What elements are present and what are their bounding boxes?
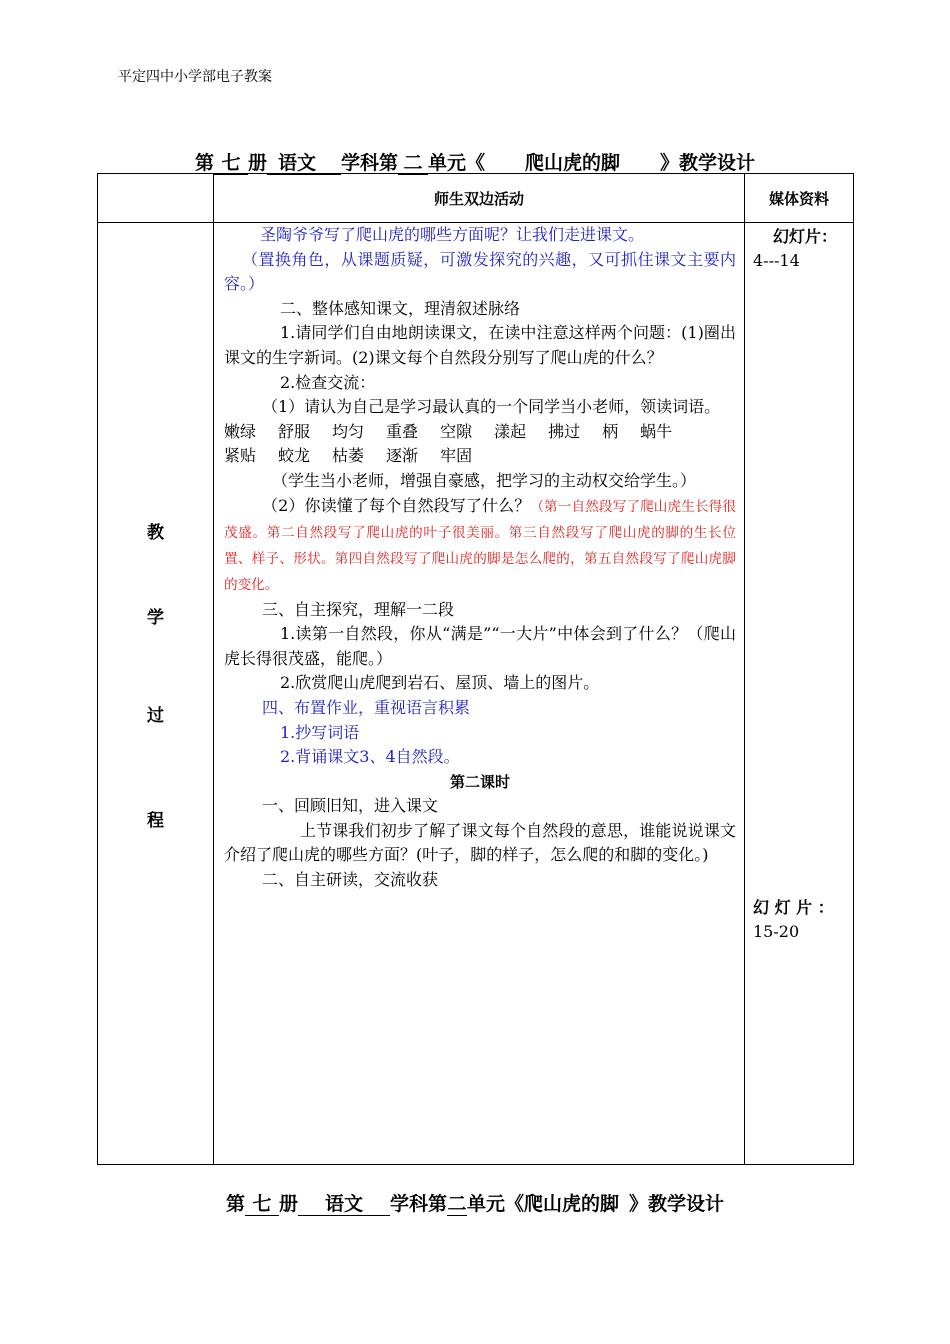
side-label-char: 学 xyxy=(147,608,164,628)
activity-content xyxy=(214,223,745,1165)
content-line: 2.背诵课文3、4自然段。 xyxy=(280,747,460,767)
section-heading: 第二课时 xyxy=(449,772,510,791)
content-line: 1.请同学们自由地朗读课文，在读中注意这样两个问题：(1)圈出课文的生字新词。(2)课文每个自然段分别写了爬山虎的什么？ xyxy=(224,323,736,367)
content-line: 1.抄写词语 xyxy=(280,722,360,742)
title-unit: 二 xyxy=(398,152,428,175)
content-line: 圣陶爷爷写了爬山虎的哪些方面呢？让我们走进课文。 xyxy=(260,225,645,244)
slides-label: 幻 灯 片 ： xyxy=(753,898,834,917)
title-text: 册 xyxy=(278,1193,298,1215)
content-line: （学生当小老师，增强自豪感，把学习的主动权交给学生。） xyxy=(272,470,697,490)
vocab-word: 漾起 xyxy=(494,421,527,441)
content-line: 二、自主研读，交流收获 xyxy=(262,870,439,890)
content-line: 二、整体感知课文，理清叙述脉络 xyxy=(280,298,521,318)
title-text: 》教学设计 xyxy=(660,152,756,174)
title-unit: 二 xyxy=(447,1193,467,1215)
title-volume: 七 xyxy=(245,1193,279,1216)
vocab-word: 均匀 xyxy=(332,421,365,441)
content-line xyxy=(224,494,736,598)
content-line: 四、布置作业，重视语言积累 xyxy=(262,697,471,717)
content-line: 一、回顾旧知，进入课文 xyxy=(262,796,439,816)
question-text: （2）你读懂了每个自然段写了什么？ xyxy=(262,495,531,515)
title-text: 册 xyxy=(247,152,267,174)
media-slides-1 xyxy=(753,225,847,273)
title-lesson: 爬山虎的脚 xyxy=(524,1193,620,1215)
vocab-word: 嫩绿 xyxy=(224,421,257,441)
title-text: 学科第 xyxy=(389,1193,447,1215)
side-header-cell xyxy=(98,174,214,223)
content-line: 1.读第一自然段，你从“满是”“一大片”中体会到了什么？（爬山虎长得很茂盛，能爬。） xyxy=(224,624,736,668)
slides-range: 15-20 xyxy=(753,922,800,941)
vocab-word: 牢固 xyxy=(440,446,473,466)
title-subject: 语文 xyxy=(298,1193,390,1216)
title-text: 第 xyxy=(225,1193,245,1215)
vocab-word: 蛟龙 xyxy=(278,446,311,466)
vocab-word: 柄 xyxy=(602,421,619,441)
answer-note: （第一自然段写了爬山虎生长得很茂盛。第二自然段写了爬山虎的叶子很美丽。第三自然段写了爬山虎的脚的生长位置、样子、形状。第四自然段写了爬山虎的脚是怎么爬的，第五自然段写了爬山虎脚的变化。 xyxy=(224,498,736,593)
lesson-table xyxy=(97,173,854,1165)
side-label-char: 过 xyxy=(147,706,164,726)
vocab-word: 舒服 xyxy=(278,421,311,441)
media-slides-2 xyxy=(753,896,847,944)
media-cell xyxy=(745,223,854,1165)
title-subject: 语文 xyxy=(267,152,327,175)
vocab-word: 紧贴 xyxy=(224,446,257,466)
content-line: 上节课我们初步了解了课文每个自然段的意思，谁能说说课文介绍了爬山虎的哪些方面？(叶子，脚的样子，怎么爬的和脚的变化。) xyxy=(224,820,736,865)
table-header-row xyxy=(98,174,854,223)
vocab-word: 枯萎 xyxy=(332,446,365,466)
vocab-word: 蜗牛 xyxy=(640,421,673,441)
vocab-word: 逐渐 xyxy=(386,446,419,466)
content-row xyxy=(98,223,854,1165)
vocab-word: 重叠 xyxy=(386,421,419,441)
slides-range: 4---14 xyxy=(753,251,800,270)
title-text: 》教学设计 xyxy=(629,1193,725,1215)
side-label-char: 教 xyxy=(147,523,164,543)
side-label-char: 程 xyxy=(147,811,164,831)
title-text: 单元《 xyxy=(467,1193,525,1215)
content-line: 2.欣赏爬山虎爬到岩石、屋顶、墙上的图片。 xyxy=(280,673,600,693)
activity-header: 师生双边活动 xyxy=(214,174,745,223)
content-line: 三、自主探究，理解一二段 xyxy=(262,599,455,619)
document-header: 平定四中小学部电子教案 xyxy=(118,69,272,85)
title-text: 学科第 xyxy=(340,152,398,174)
media-header: 媒体资料 xyxy=(745,174,854,223)
page-title xyxy=(0,148,950,175)
vocabulary-list xyxy=(224,420,736,469)
title-text: 第 xyxy=(194,152,214,174)
vocab-word: 空隙 xyxy=(440,421,473,441)
next-page-title xyxy=(0,1189,950,1216)
title-lesson: 爬山虎的脚 xyxy=(525,152,621,174)
content-line: 2.检查交流： xyxy=(280,372,376,392)
title-volume: 七 xyxy=(214,152,248,175)
slides-label: 幻灯片： xyxy=(773,227,838,246)
content-line: （1）请认为自己是学习最认真的一个同学当小老师，领读词语。 xyxy=(262,397,721,417)
title-text: 单元《 xyxy=(428,152,486,174)
content-line: （置换角色，从课题质疑，可激发探究的兴趣，又可抓住课文主要内容。） xyxy=(224,249,736,294)
vocab-word: 拂过 xyxy=(548,421,581,441)
side-label-cell xyxy=(98,223,214,1165)
